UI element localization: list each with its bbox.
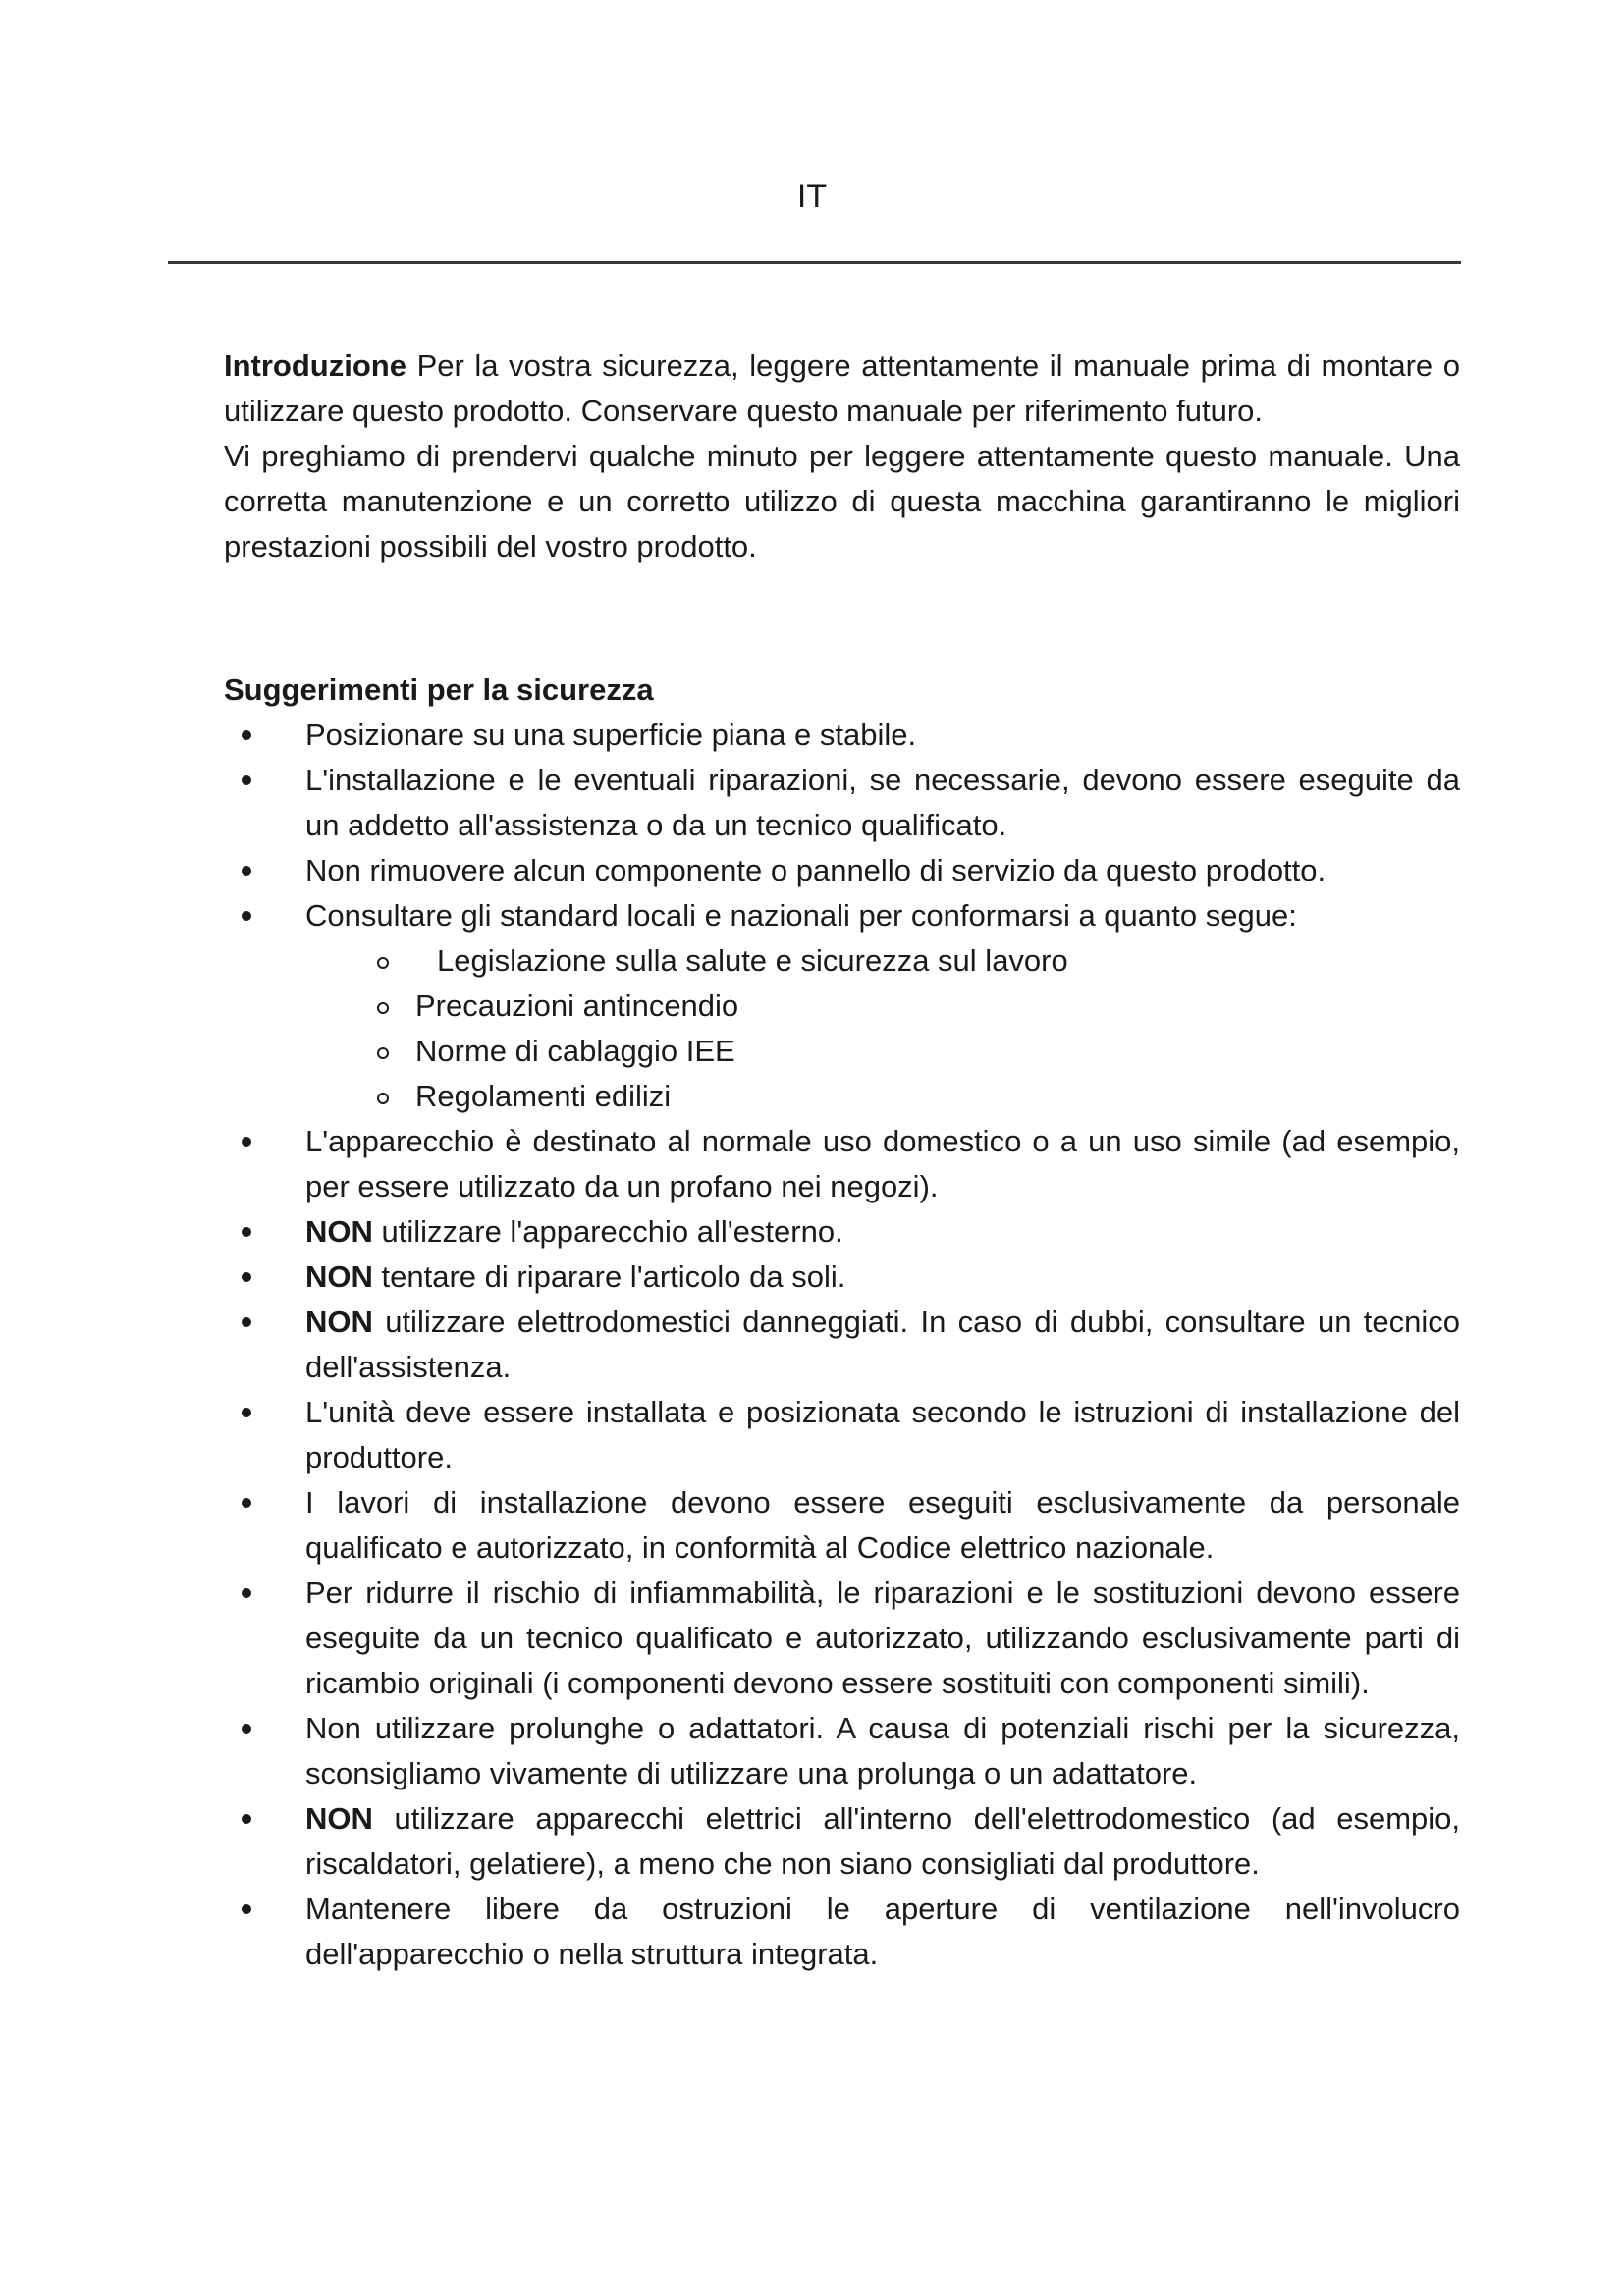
intro-paragraph-2: Vi preghiamo di prendervi qualche minuto per leggere attentamente questo manuale. Una corretta manutenzione e un corretto utilizzo di questa macchina garantiranno le migliori prestazioni possibili del vostro prodotto.	[224, 439, 1460, 563]
bullet-icon	[242, 1137, 251, 1147]
safety-item: NON utilizzare apparecchi elettrici all'interno dell'elettrodomestico (ad esempio, riscaldatori, gelatiere), a meno che non siano consigliati dal produttore.	[224, 1796, 1460, 1887]
safety-item: Non utilizzare prolunghe o adattatori. A causa di potenziali rischi per la sicurezza, sconsigliamo vivamente di utilizzare una prolunga o un adattatore.	[224, 1706, 1460, 1796]
standards-sublist	[224, 938, 1460, 1119]
sub-item: Regolamenti edilizi	[224, 1074, 1460, 1119]
bullet-icon	[242, 1408, 251, 1417]
intro-paragraph-1	[224, 344, 1460, 434]
bullet-icon	[242, 1588, 251, 1598]
page-header-language: IT	[796, 178, 828, 215]
sub-item: Legislazione sulla salute e sicurezza sul lavoro	[224, 938, 1460, 984]
circle-bullet-icon	[377, 1047, 389, 1059]
safety-item: NON utilizzare elettrodomestici danneggiati. In caso di dubbi, consultare un tecnico dell'assistenza.	[224, 1300, 1460, 1390]
safety-list	[224, 713, 1460, 938]
bullet-icon	[242, 730, 251, 740]
bullet-icon	[242, 1904, 251, 1914]
safety-item: L'unità deve essere installata e posizionata secondo le istruzioni di installazione del produttore.	[224, 1390, 1460, 1480]
safety-list-continued	[224, 1119, 1460, 1977]
safety-item: NON tentare di riparare l'articolo da soli.	[224, 1255, 1460, 1300]
safety-item: Per ridurre il rischio di infiammabilità, le riparazioni e le sostituzioni devono essere eseguite da un tecnico qualificato e autorizzato, utilizzando esclusivamente parti di ricambio originali (i componenti devono essere sostituiti con componenti simili).	[224, 1571, 1460, 1706]
intro-section	[224, 344, 1460, 569]
circle-bullet-icon	[377, 957, 389, 969]
intro-title: Introduzione	[224, 348, 406, 383]
safety-title: Suggerimenti per la sicurezza	[224, 672, 654, 707]
bullet-icon	[242, 1317, 251, 1327]
document-body	[224, 344, 1460, 1977]
sub-item: Norme di cablaggio IEE	[224, 1029, 1460, 1074]
safety-item: NON utilizzare l'apparecchio all'esterno.	[224, 1209, 1460, 1255]
safety-item: L'apparecchio è destinato al normale uso domestico o a un uso simile (ad esempio, per essere utilizzato da un profano nei negozi).	[224, 1119, 1460, 1209]
bullet-icon	[242, 1814, 251, 1824]
safety-item: Consultare gli standard locali e nazionali per conformarsi a quanto segue:	[224, 893, 1460, 938]
bullet-icon	[242, 775, 251, 785]
circle-bullet-icon	[377, 1002, 389, 1014]
safety-item: Mantenere libere da ostruzioni le aperture di ventilazione nell'involucro dell'apparecchio o nella struttura integrata.	[224, 1887, 1460, 1977]
safety-item: Non rimuovere alcun componente o pannello di servizio da questo prodotto.	[224, 848, 1460, 893]
bullet-icon	[242, 866, 251, 876]
sub-item: Precauzioni antincendio	[224, 984, 1460, 1029]
bullet-icon	[242, 1227, 251, 1237]
intro-text-1: Per la vostra sicurezza, leggere attentamente il manuale prima di montare o utilizzare questo prodotto. Conservare questo manuale per riferimento futuro.	[224, 348, 1460, 428]
header-divider	[168, 261, 1461, 264]
safety-item: L'installazione e le eventuali riparazioni, se necessarie, devono essere eseguite da un addetto all'assistenza o da un tecnico qualificato.	[224, 758, 1460, 848]
bullet-icon	[242, 1724, 251, 1734]
circle-bullet-icon	[377, 1093, 389, 1104]
safety-item: I lavori di installazione devono essere eseguiti esclusivamente da personale qualificato e autorizzato, in conformità al Codice elettrico nazionale.	[224, 1480, 1460, 1571]
bullet-icon	[242, 911, 251, 921]
bullet-icon	[242, 1498, 251, 1508]
bullet-icon	[242, 1272, 251, 1282]
safety-item: Posizionare su una superficie piana e stabile.	[224, 713, 1460, 758]
